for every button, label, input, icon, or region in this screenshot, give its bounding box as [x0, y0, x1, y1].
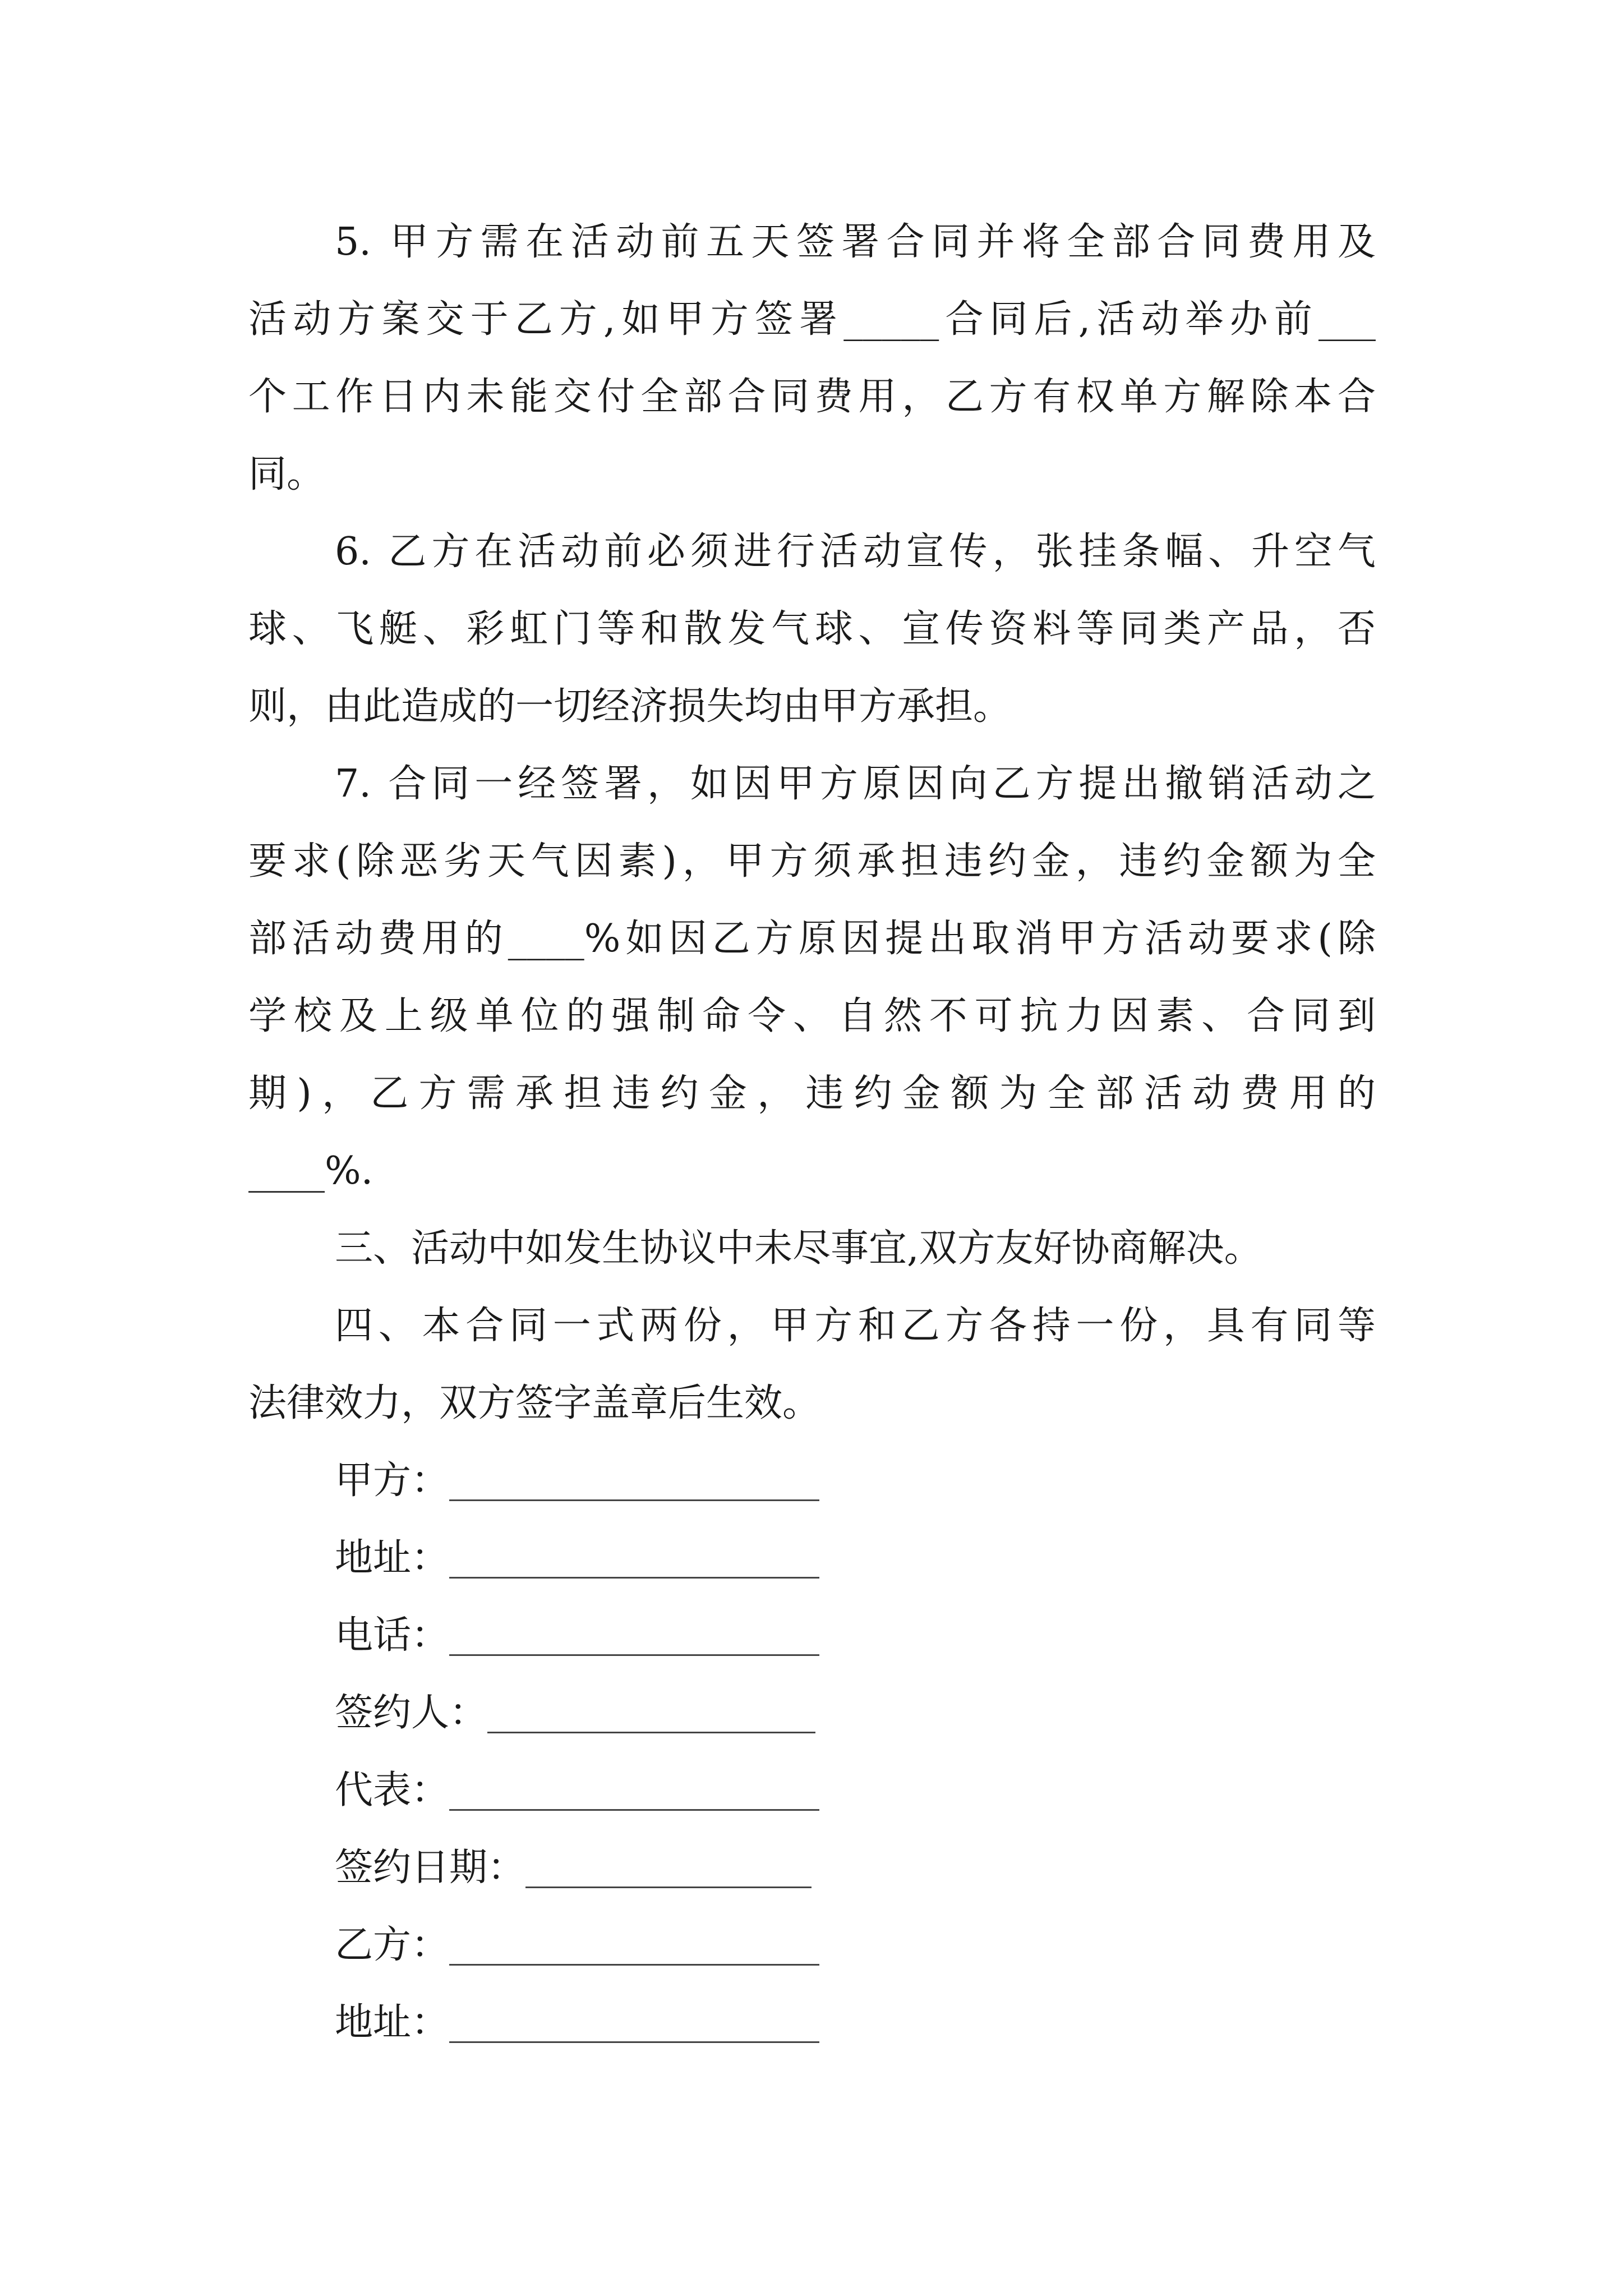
paragraph-7-line-2: 要求(除恶劣天气因素)，甲方须承担违约金，违约金额为全: [248, 839, 1376, 884]
paragraph-5-line-1: 5. 甲方需在活动前五天签署合同并将全部合同费用及: [335, 220, 1376, 264]
signature-label: 签约日期：: [335, 1846, 526, 1890]
signature-field-signatory: [335, 1691, 815, 1736]
signature-blank-line: [487, 1697, 815, 1733]
section-4-line-1: 四、本合同一式两份，甲方和乙方各持一份，具有同等: [335, 1304, 1376, 1348]
paragraph-6-line-3: 则，由此造成的一切经济损失均由甲方承担。: [248, 684, 1012, 729]
signature-field-address-a: [335, 1536, 819, 1581]
signature-blank-line: [525, 1852, 811, 1888]
paragraph-5-line-2: 活动方案交于乙方,如甲方签署_____合同后,活动举办前___: [248, 297, 1376, 342]
signature-field-party-a: [335, 1458, 819, 1503]
paragraph-6-line-1: 6. 乙方在活动前必须进行活动宣传，张挂条幅、升空气: [335, 530, 1376, 574]
paragraph-7-line-3: 部活动费用的____%如因乙方原因提出取消甲方活动要求(除: [248, 917, 1376, 961]
signature-label: 签约人：: [335, 1691, 488, 1735]
signature-blank-line: [449, 1465, 819, 1501]
signature-field-phone: [335, 1613, 819, 1658]
signature-blank-line: [449, 1929, 819, 1966]
signature-label: 地址：: [335, 1536, 450, 1580]
signature-field-address-b: [335, 2000, 819, 2045]
paragraph-7-line-4: 学校及上级单位的强制命令、自然不可抗力因素、合同到: [248, 994, 1376, 1038]
signature-label: 甲方：: [335, 1458, 450, 1503]
signature-label: 代表：: [335, 1768, 450, 1812]
signature-field-date: [335, 1846, 811, 1890]
paragraph-7-line-5: 期)，乙方需承担违约金，违约金额为全部活动费用的: [248, 1071, 1376, 1116]
section-4-line-2: 法律效力，双方签字盖章后生效。: [248, 1381, 821, 1425]
signature-label: 地址：: [335, 2000, 450, 2045]
signature-blank-line: [449, 1774, 819, 1811]
paragraph-5-line-3: 个工作日内未能交付全部合同费用，乙方有权单方解除本合: [248, 375, 1376, 419]
paragraph-5-line-4: 同。: [248, 452, 325, 496]
paragraph-7-line-6: ____%.: [248, 1149, 374, 1193]
signature-blank-line: [449, 2007, 819, 2043]
section-3-text: 三、活动中如发生协议中未尽事宜,双方友好协商解决。: [335, 1226, 1262, 1271]
paragraph-6-line-2: 球、飞艇、彩虹门等和散发气球、宣传资料等同类产品，否: [248, 607, 1376, 651]
signature-blank-line: [449, 1542, 819, 1579]
signature-label: 电话：: [335, 1613, 450, 1658]
signature-label: 乙方：: [335, 1923, 450, 1967]
signature-field-representative: [335, 1768, 819, 1813]
paragraph-7-line-1: 7. 合同一经签署，如因甲方原因向乙方提出撤销活动之: [335, 762, 1376, 806]
signature-field-party-b: [335, 1923, 819, 1968]
signature-blank-line: [449, 1619, 819, 1656]
